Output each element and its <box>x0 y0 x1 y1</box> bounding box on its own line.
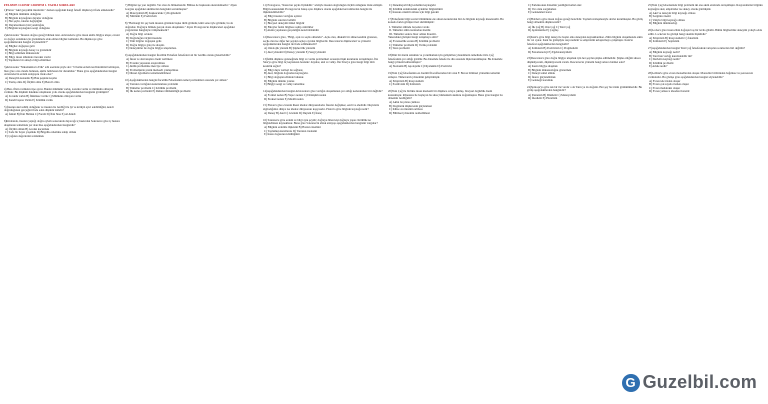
question-text: 23)Descartes'a göre doğru bilgiye ulaşmak için her şeyden şüphe edilmelidir. Şüphe ettiğim sürece düşünüyorum, düşünüyorsam varım. Descartes'ın yöntemi hangi amaca hizmet eder? <box>527 56 641 64</box>
answer-option: D) Problemlerin pratik merkezli yaklaşılması <box>126 67 179 72</box>
question-text: 10) Aşağıdakilerden hangisi İncelilik Felsefesinin temel problemleri arasında yer almaz? <box>125 78 228 83</box>
answer-option: C) Evren maddeden oluşur <box>649 85 681 90</box>
answer-option: C) Bilgi edinmek imkansızdır <box>5 51 40 56</box>
answer-option: D) Kötülük anlamındaki eylemler bilgisizliktir <box>389 6 443 11</box>
answer-option: E) Tanrı problemi <box>389 46 410 51</box>
question-text: 15) Platon'a göre evrenin ilkesi idealar dünyasındadır. İdealar değişmez, ezeli ve ebedidir. Duyularla algıladığımız dünya ise idealar dünyasının kopyasıdır. Platon'a göre bilginin kaynağı nedir? <box>263 103 380 111</box>
watermark-text: Guzelbil.com <box>642 372 757 392</box>
answer-option: C) Toplumun kurallarını D) Tanrının iradesini <box>264 128 318 133</box>
answer-option: E) Deneyimler ile doğru bilgiye ulaşılamaz. <box>126 46 177 51</box>
answer-option: A) Bilgiler doğuştan gelir <box>5 44 35 49</box>
answer-option: A) Kritisizm B) Pozitivizm C) Pragmatizm <box>528 46 578 51</box>
question-text: 28)Leibniz'e göre evren monadlardan oluşur. Monadlar birbirinden bağımsız ve penceresiz varlıklardır. Bu görüşe göre aşağıdakilerden hangisi söylenebilir? <box>648 71 753 79</box>
answer-option: D) Bilimsel yöntemin reddedilmesi <box>389 110 430 115</box>
answer-option: C) Deneyi temel almak <box>528 71 555 76</box>
answer-option: A) Ontolojik yöntem B) Şüphecilik yöntemi <box>264 46 316 51</box>
answer-option: A) Skolastik B) Apolojetik C) Diyalektik D) Pozitivist <box>389 64 453 69</box>
answer-option: D) Var olanı sorgulamaz <box>528 6 557 11</box>
answer-option: E) Çağının değerlerini reddetmek <box>5 133 44 138</box>
answer-option: B) Dogmatik düşüncenin güçlenmesi <box>389 103 432 108</box>
answer-option: A) İnsan ve davranışları önem verilmesi <box>126 57 173 62</box>
question-text: 14)Aşağıdakilerden hangisi Aristoteles'e göre varlığın oluşumunun yer aldığı nedenlerden biri değildir? <box>263 88 383 93</box>
answer-option: A) Formel neden B) Yapıcı neden C) Dönüşüm neden <box>264 92 327 97</box>
answer-option: B) Tanrı'nın varlığı kanıtlanabilir mi? <box>649 53 693 58</box>
answer-option: A) Bilginin erdemle ilişkisini B) Hazzın önemini <box>264 125 321 130</box>
answer-option: D) Kendi başına Varlık E) Kötülük varlık <box>5 97 53 102</box>
answer-option: A) Doğru bilgi ortaktır. <box>126 32 153 37</box>
answer-option: C) Parkinsonun dönemin yeniliğini kabul eder <box>528 4 582 7</box>
answer-option: C) Bilgi doğuştan zihinde bulunur. <box>264 75 305 79</box>
question-text: 27)Aşağıdakilerden hangisi Yeni Çağ felsefesinde tartışılan sorulardan biri değildir? <box>648 46 746 51</box>
column-4 <box>388 4 506 402</box>
answer-option: A) Bilginin mümkün olduğunu <box>5 12 41 17</box>
answer-option: A) Aklın ön plana çıkması <box>389 100 420 105</box>
answer-option: A) Panteizm B) Düalizm C) Materyalizm <box>528 92 576 97</box>
answer-option: E) İnsan doğasının kötülüğünü <box>264 132 300 137</box>
question-text: 11) Protagoras, "İnsan her şeyin ölçüsüdür." sözüyle insanın doğruluğun ölçütü olduğunu ifade etmiştir. Bilgi konusundaki Protagoras'ın bakış açısı düşünce olarak aşağıdaki kavramlardan hangisi ile ilişkilendirilebilir? <box>263 4 383 15</box>
column-6 <box>648 4 764 402</box>
answer-option: E) İnsanın erdemli olması için bilgi gerekir <box>389 10 439 15</box>
site-watermark <box>619 371 760 394</box>
answer-option: D) İdealizm E) Pluralizm <box>528 96 558 101</box>
answer-option: A) Akıl ve deneyin bilgi kaynağı olması <box>649 10 696 15</box>
question-text: 9) Aşağıdakilerden hangisi İncelilik Felsefesi felsefeleri ait bir özellik olarak gösterilebilir? <box>125 53 231 58</box>
answer-option: A) Zorunlu varlık B) İmkânsız varlık C) Mümkün olmayan varlık <box>5 94 82 99</box>
answer-option: C) Bireysel deneyim tümel bilgidir <box>264 21 305 26</box>
answer-option: E) Bilgiyi sezgi ve vahiy tamamlar. <box>264 82 305 87</box>
answer-option: E) Dinsel öğretilerin temellendirilmesi <box>126 71 171 76</box>
answer-option: D) Evren yalnızca ideadan ibarettir <box>649 89 690 94</box>
column-3 <box>263 4 383 402</box>
answer-option: D) Aydınlanma E) Çağdaş <box>528 28 559 33</box>
answer-option: B) Evrenin yapısının araştırılması <box>126 60 166 65</box>
answer-option: A) Materyalizm B) Kuşkuculuk C) Dogmatizm <box>126 10 181 15</box>
answer-option: A) Empirizm B) Rasyonalizm <box>389 78 424 83</box>
answer-option: A) Bilgi duyu verileri ile sağlanır. <box>264 67 304 72</box>
answer-option: C) Akıl yöntemi D) Deney yöntemi E) Sezgi yöntemi <box>264 49 326 54</box>
answer-option: D) Bireyler farklı bilgilere sahip olabilirler <box>264 24 314 29</box>
question-text: 22)Kant'a göre bilgi deney ile başlar ama deneyden kaynaklanmaz. Zihin bilginin oluşumunda etkin bir rol oynar. Kant bu görüşüyle rasyonalizm ve empirizmi uzlaştırmaya çalışmıştır. Kant'ın felsefesi aşağıdakilerden hangisidir? <box>527 34 643 46</box>
answer-option: A) İlk Çağ B) Orta Çağ C) Yeni Çağ <box>528 24 571 29</box>
answer-option: B) Bilginin imkansızlığını göstermek <box>528 67 572 72</box>
answer-option: D) Kötülük problemi <box>649 60 674 65</box>
answer-option: A) Deney B) Akıl C) Gözlem D) Duyum E) İnanç <box>264 110 322 115</box>
answer-option: D) İlk neden problemi E) Ruhun ölümsüzlüğü problemi <box>126 89 191 94</box>
question-text: 7) Bilgiler işe yarı değildir. Var olan da bilinemezdir. Bilinse de başkasına aktarılamazdır." diyen Gorgias aşağıdaki akımlardan hangisini savunmuştur? <box>125 4 237 11</box>
answer-option: E) Bilginin kaynağının sezgi olduğunu <box>5 26 50 31</box>
question-text: 24)Spinoza'ya göre tek bir töz vardır o da Tanrı ya da doğadır. Her şey bu tözün görünümleridir. Bu görüş aşağıdakilerden hangisidir? <box>527 84 642 93</box>
question-text: 26)Locke'a göre insan zihni doğuşta boş bir levha gibidir. Bütün bilgilerimiz deneyim yoluyla elde edilir. Locke'un bu görüşü hangi akımla ilişkilidir? <box>648 28 763 36</box>
answer-option: C) Devletin kaynağı nedir? <box>649 57 681 62</box>
answer-option: D) Ereksel neden E) Maddi neden <box>264 96 304 101</box>
answer-option: B) Sezginin önemi <box>649 14 671 19</box>
question-text: 12)Descartes'a göre, "Bilgi, açık ve seçik olmalıdır". Açık olan, dikkatli bir zihne kendini gösteren, seçik olan ise diğer her şeyden açıkça ayrılan bilgilerdir. Descartes'ın düşünceleri ve yöntemi aşağıdakilerden hangisi ile ifade edilmektedir? <box>263 35 378 47</box>
answer-option: B) Bilginin sınırları bellidir <box>264 17 296 22</box>
answer-option: B) Akıl, bilginin doğrudan kaynağıdır. <box>264 71 309 76</box>
column-5 <box>527 4 643 402</box>
answer-option: C) Vahyin bilgi kaynağı olması <box>649 17 686 22</box>
answer-option: B) Evren çok sayıda tözden oluşur <box>649 82 689 87</box>
question-text: 5) İnsanın akıl sahibi olduğunu ve insanın bu özelliği ile iyi ve kötüyü ayırt edebildiğini, kendi doğruluğunun gerçeğini ifade eden düşünür kimdir? <box>4 104 114 113</box>
answer-option: C) Pozitivizm D) Kritisizm <box>389 82 421 87</box>
question-text: 25)Yeni Çağ felsefesinde bilgi problemi iki ana akım etrafında tartışılmıştır. Rasyonalistler bilginin kaynağını akıl, empiristler ise deney olarak görmüştür. <box>648 4 763 11</box>
answer-option: A) İsmail B) İbni Haldun C) Farabi D) İbni Sina E) Al-Kindi <box>5 112 76 117</box>
answer-option: A) Bilginin kaynağı nedir? <box>649 50 681 55</box>
answer-option: C) Kilise otoritesinin artması <box>389 107 423 112</box>
answer-option: D) Bilgi, insan zihninde önceden vardır <box>5 54 51 59</box>
question-text: 18)Dini bir metni anlamak ve yorumlamak için geliştirilen yöntemlerin temelinde Orta Çağ felsefesinin yer aldığı görülür. Bu dönemde felsefe ile din arasında ilişki kurulmuştur. Bu dönemde hangi yöntem kullanılmıştır? <box>388 53 503 65</box>
answer-option: B) Bilginin kaynağının duyular olduğunu <box>5 15 53 20</box>
answer-option: E) Arkhe nedir? <box>649 64 668 69</box>
question-text: 2)Aristoteles "İnsanın doğası gereği bilmek ister. Aristoteles'e göre insan akılla bilgiye ulaşır, evreni ve doğayı anlamak için gözlemlerle elde edilen bilgiler kullanılır. Bu düşünceye göre aşağıdakilerden hangisi söylenebilir?" <box>4 33 120 45</box>
answer-option: A) Evrensellik sorunu B) Kötülük problemi <box>389 39 440 44</box>
question-text: 1)Platon "Akıl gerçeklik idealardır." derken aşağıdaki hangi felsefi düşünceyi ifade etmektedir? <box>4 7 115 12</box>
answer-option: III. Tümeller sadece birer addan ibarettir. <box>389 31 437 36</box>
question-text: 17)Felsefenin bilgi teorisi bölümünde ele alınan konulardan biri de bilginin kaynağı meselesidir. Bu konuda farklı görüşler ileri sürülmüştür: <box>388 16 504 25</box>
answer-option: C) Tümeller problemi D) Varlık problemi <box>389 42 437 47</box>
answer-option: D) Kritisizm E) Septisizm <box>649 39 680 44</box>
question-text: 4) Ben-i İlsin varlıkları tipe ayırır. Bunlar mümkün varlık, zorunlu varlık ve mümkün olmayan varlıktır. Bu düşünür hakikate ulaşmanın yolu olarak aşağıdakilerden hangisini görmüştür? <box>4 86 114 95</box>
answer-option: D) Bilginin imkânsızlığı <box>649 21 678 26</box>
question-text: 13)İslâm düşünce geleneğinde bilgi ve varlık problemleri arasında ilişki kurulurak tartışılmıştır. İbn Sina'ya göre bilgi üç kaynaktan beslenir: duyular, akıl ve vahiy. İbn Sina'ya göre hangi bilgi türü kesinlik sağlar? <box>263 56 379 68</box>
answer-option: A) Ölçülü olmak B) Acıdan kaçınmak <box>5 126 50 131</box>
answer-option: C) Her şeyin, idealar değiştiğini <box>5 19 43 24</box>
answer-option: D) Bilginin imkânı yoktur. <box>264 78 295 83</box>
answer-option: C) Denemeyeli bilgi erdemin kaynağıdır <box>389 4 436 7</box>
answer-option: B) Bilginin kaynağı deney ve gözlemdir <box>5 47 52 52</box>
question-text: 16) Sokrates'e göre erdem ve bilgi aynı şeydir; doğruyu bilen kişi doğruyu yapar. Kötülük ise bilgisizlikten kaynaklanır. Buna göre Sokrates'in ahlak anlayışı aşağıdakilerden hangisini vurgular? <box>263 117 378 126</box>
answer-option: B) Tümeller problemi C) Kötülük problemi <box>126 85 177 90</box>
answer-option: B) Doğruluğun ölçütü insandır. <box>126 35 163 40</box>
answer-option: D) Nihilizm E) Pozitivizm <box>126 14 157 19</box>
answer-option: C) Ahlâk problemine merciye olması <box>126 64 169 69</box>
question-text: 8) "Herhangi bir şey hem insanın gözünde başka türlü görünür, kimi sana öyle görünür, bu da doğrudur. Doğruyu bilmek gerçek olana ulaşmaktır." diyen Protagoras'ın düşünceleri aşağıdaki yargılardan hangisiyle örtüşmektedir? <box>125 20 235 33</box>
answer-option: D) Duyularımızın bizi yanılttığını <box>5 22 45 27</box>
answer-option: E) Akılın yapılanan gerçekliğin kendi ürünüdür <box>264 28 319 33</box>
answer-option: C) Tüm bilgiler doğuştan gelir. <box>126 39 162 44</box>
question-text: 3)Aristoteles "Nikomakhos'a Etik" adlı eserinde şöyle der: "O halde erdem tercihlerimizi belirleyen, bize göre orta olanda bulunan, akılla belirlenen bir durumdur." Buna göre aşağıdakilerden hangisi Aristoteles'in erdem anlayışını ifade eder? <box>4 65 120 77</box>
answer-option: II. Tümeller zihin tarafından üretilir. <box>389 28 432 33</box>
document-title: FELSEFE 11.SINIF 1.DÖNEM 1. YAZILI SORULARI <box>4 4 75 7</box>
question-text: Yukarıdaki görüşler hangi tartışmaya aittir? <box>388 35 439 40</box>
answer-option: D) Fenomenoloji E) Egzistansiyalizm <box>528 49 572 54</box>
question-text: 21)Hobbes'a göre insan doğası gereği bencildir. Toplum sözleşmesiyle devlet kurulmuştur. Bu görüş hangi dönemin düşüncesidir? <box>527 16 643 25</box>
answer-option: A) Evren tek tözden oluşur <box>649 78 681 83</box>
answer-option: A) Bilgi insanın varlığını açıklar <box>264 14 302 19</box>
column-2 <box>125 4 243 402</box>
answer-option: D) İnancı güçlendirmek <box>528 74 556 79</box>
answer-option: E) Yaptıkları bir amaçla bilgi edinilmez <box>5 58 51 63</box>
answer-option: I. Tümeller zihinde önceden vardır. <box>389 24 430 29</box>
answer-option: A) Deneyim kazanmı B) Hak peşinde koşma <box>5 76 57 81</box>
answer-option: E) Geleneği korumak <box>528 78 553 83</box>
answer-option: D) Doğru bilgiye göre ile ulaşılır. <box>126 42 165 47</box>
answer-option: A) Tanrının varlığının kanıtlanması problemi <box>126 82 179 87</box>
answer-option: E) Gelenekleri korur <box>528 10 552 15</box>
answer-option: A) Empirizm B) Rasyonalizm C) İdealizm <box>649 35 699 40</box>
answer-option: C) Sade bir hayat yaşamak D) Bilgelik erdemine sahip olmak <box>5 130 77 135</box>
question-text: 20)Yeni Çağ ile birlikte insan merkezli bir düşünce ortaya çıkmış, bireysel özgürlük önem kazanmıştır. Rönesans ile başlayan bu süreç hümanizm akımını doğurmuştur. Buna göre hangisi bu dönemin özelliğidir? <box>388 89 503 101</box>
answer-option: C) Yanlış olma D) Ölçülü olma E) Bencil olma <box>5 79 60 84</box>
column-1 <box>4 4 120 402</box>
answer-option: A) Kesin bilgiye ulaşmak <box>528 64 558 68</box>
question-text: 19)Yeni Çağ felsefesinin en önemli filozoflarından biri olan F. Bacon bilimsel yöntemin temelini atmıştır. Tümevarım yöntemini geliştirmiştir. <box>388 71 500 79</box>
question-text: 6)Kitabında, insanın yaptığı doğru eylem sonucunda duyacağı iç huzurdan Sokrates'e göre iç huzura ulaşmanın temelinde yer alan ilke aşağıdakilerden hangisidir? <box>4 119 120 127</box>
logo-icon: G <box>622 374 640 392</box>
